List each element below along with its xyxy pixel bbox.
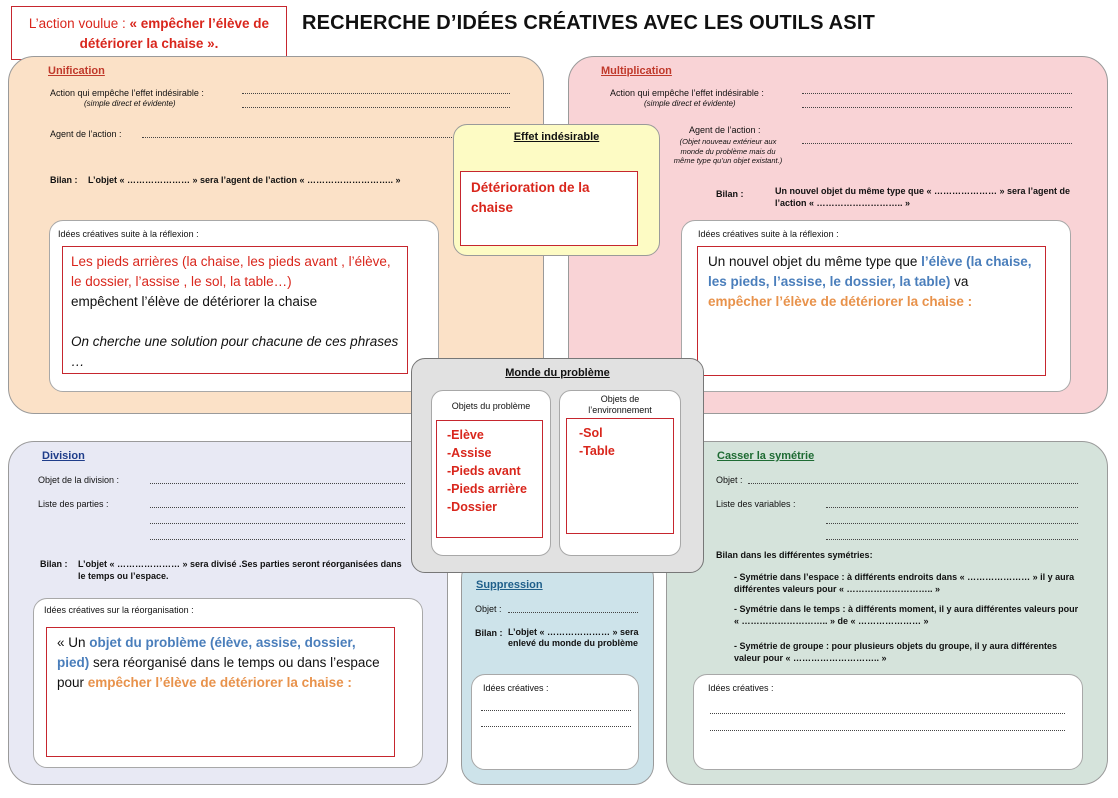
- symetrie-item-espace: - Symétrie dans l’espace : à différents endroits dans « ………………… » il y aura différentes valeurs pour « ……………………….. »: [734, 572, 1075, 594]
- division-ideas-blue: objet du problème (élève, assise, dossier, pied): [57, 635, 356, 670]
- division-parties-label: Liste des parties :: [38, 499, 109, 509]
- division-parties-line-3[interactable]: [150, 539, 405, 540]
- multiplication-action-hint: (simple direct et évidente): [644, 99, 736, 108]
- unification-ideas-label: Idées créatives suite à la réflexion :: [58, 229, 199, 239]
- suppression-title: Suppression: [476, 579, 543, 591]
- unification-action-label: Action qui empêche l’effet indésirable :: [50, 88, 204, 98]
- multiplication-ideas-label: Idées créatives suite à la réflexion :: [698, 229, 839, 239]
- multiplication-title: Multiplication: [601, 65, 672, 77]
- unification-action-line-1[interactable]: [242, 93, 510, 94]
- effet-indesirable-title: Effet indésirable: [513, 131, 600, 143]
- suppression-objet-label: Objet :: [475, 604, 502, 614]
- multiplication-action-label: Action qui empêche l’effet indésirable :: [610, 88, 764, 98]
- symetrie-variables-line-3[interactable]: [826, 539, 1078, 540]
- division-ideas-label: Idées créatives sur la réorganisation :: [44, 605, 194, 615]
- suppression-ideas-line-2[interactable]: [481, 726, 631, 727]
- symetrie-title: Casser la symétrie: [717, 450, 815, 462]
- monde-probleme-title: Monde du problème: [505, 367, 610, 379]
- unification-bilan-text: L’objet « ………………… » sera l’agent de l’action « ……………………….. »: [88, 175, 401, 185]
- unification-ideas-black: empêchent l’élève de détériorer la chaise: [71, 294, 318, 309]
- multiplication-action-line-1[interactable]: [802, 93, 1072, 94]
- page-title: RECHERCHE D’IDÉES CRÉATIVES AVEC LES OUTILS ASIT: [302, 12, 875, 34]
- division-bilan-label: Bilan :: [40, 559, 68, 569]
- multiplication-ideas-blue: l’élève (la chaise, les pieds, l’assise, le dossier, la table): [708, 254, 1032, 289]
- unification-bilan-label: Bilan :: [50, 175, 78, 185]
- multiplication-bilan-label: Bilan :: [716, 189, 744, 199]
- symetrie-variables-line-1[interactable]: [826, 507, 1078, 508]
- symetrie-objet-line[interactable]: [748, 483, 1078, 484]
- objet-dossier: -Dossier: [447, 500, 498, 514]
- division-parties-line-1[interactable]: [150, 507, 405, 508]
- action-voulue-box: [11, 6, 287, 60]
- effet-indesirable-box[interactable]: [460, 171, 638, 246]
- objet-pieds-arriere: -Pieds arrière: [447, 482, 527, 496]
- suppression-bilan-label: Bilan :: [475, 628, 503, 638]
- suppression-ideas-label: Idées créatives :: [483, 683, 549, 693]
- symetrie-item-temps: - Symétrie dans le temps : à différents moment, il y aura différentes valeurs pour « ……………………….. » de « ………………… »: [734, 604, 1079, 626]
- multiplication-ideas-orange: empêcher l’élève de détériorer la chaise :: [708, 294, 973, 309]
- symetrie-ideas-label: Idées créatives :: [708, 683, 774, 693]
- symetrie-variables-line-2[interactable]: [826, 523, 1078, 524]
- objets-probleme-list[interactable]: [436, 420, 543, 538]
- objet-sol: -Sol: [579, 426, 603, 440]
- symetrie-objet-label: Objet :: [716, 475, 743, 485]
- unification-action-hint: (simple direct et évidente): [84, 99, 176, 108]
- unification-action-line-2[interactable]: [242, 107, 510, 108]
- objets-probleme-label: Objets du problème: [451, 401, 531, 411]
- multiplication-action-line-2[interactable]: [802, 107, 1072, 108]
- unification-agent-line[interactable]: [142, 137, 452, 138]
- symetrie-ideas-line-1[interactable]: [710, 713, 1065, 714]
- division-objet-label: Objet de la division :: [38, 475, 120, 485]
- unification-ideas-text[interactable]: [62, 246, 408, 374]
- effet-indesirable-text: Détérioration de la chaise: [471, 180, 590, 215]
- division-bilan-text: L’objet « ………………… » sera divisé .Ses parties seront réorganisées dans le temps ou l’espace.: [78, 559, 402, 581]
- symetrie-ideas-line-2[interactable]: [710, 730, 1065, 731]
- action-voulue-prefix: L’action voulue :: [28, 16, 130, 31]
- multiplication-agent-label: Agent de l’action :: [689, 125, 761, 135]
- suppression-objet-line[interactable]: [508, 612, 638, 613]
- objet-eleve: -Elève: [447, 428, 484, 442]
- action-voulue-text: « empêcher l’élève de détériorer la chaise ».: [79, 16, 270, 51]
- division-ideas-part1: « Un: [57, 635, 90, 650]
- division-ideas-part2: sera réorganisé dans le temps ou dans l’espace pour: [57, 655, 380, 690]
- suppression-ideas-line-1[interactable]: [481, 710, 631, 711]
- symetrie-variables-label: Liste des variables :: [716, 499, 796, 509]
- multiplication-bilan-text: Un nouvel objet du même type que « ………………… » sera l’agent de l’action « ……………………….. »: [775, 186, 1071, 208]
- objet-assise: -Assise: [447, 446, 492, 460]
- unification-title: Unification: [48, 65, 105, 77]
- unification-ideas-red: Les pieds arrières (la chaise, les pieds avant , l’élève, le dossier, l’assise , le sol, la table…): [71, 254, 391, 289]
- objets-environnement-label: Objets de l’environnement: [588, 394, 652, 415]
- unification-ideas-italic: On cherche une solution pour chacune de ces phrases …: [71, 334, 399, 369]
- division-title: Division: [42, 450, 85, 462]
- suppression-bilan-text: L’objet « ………………… » sera enlevé du monde du problème: [508, 627, 639, 648]
- division-ideas-text[interactable]: [46, 627, 395, 757]
- unification-agent-label: Agent de l’action :: [50, 129, 122, 139]
- objet-pieds-avant: -Pieds avant: [447, 464, 521, 478]
- multiplication-ideas-text[interactable]: [697, 246, 1046, 376]
- multiplication-ideas-part2: va: [950, 274, 969, 289]
- objets-environnement-list[interactable]: [566, 418, 674, 534]
- division-parties-line-2[interactable]: [150, 523, 405, 524]
- symetrie-item-groupe: - Symétrie de groupe : pour plusieurs objets du groupe, il y aura différentes valeur pour « ……………………….. »: [734, 641, 1058, 663]
- multiplication-ideas-part1: Un nouvel objet du même type que: [708, 254, 922, 269]
- symetrie-bilan-title: Bilan dans les différentes symétries:: [716, 550, 873, 560]
- division-ideas-orange: empêcher l’élève de détériorer la chaise :: [87, 675, 352, 690]
- objet-table: -Table: [579, 444, 615, 458]
- multiplication-agent-hint: (Objet nouveau extérieur aux monde du problème mais du même type qu’un objet existant.): [673, 137, 783, 165]
- multiplication-agent-line[interactable]: [802, 143, 1072, 144]
- division-objet-line[interactable]: [150, 483, 405, 484]
